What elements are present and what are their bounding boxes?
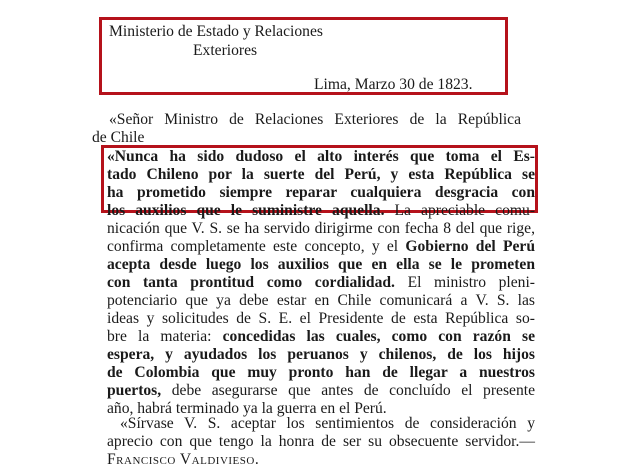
body-line (107, 327, 535, 346)
body-line-regular: bre la materia: (107, 328, 223, 345)
body-line: nicación que V. S. se ha servido dirigirme con fecha 8 del que rige, (107, 220, 535, 237)
body-line: tado Chileno por la suerte del Perú, y esta República se (107, 166, 535, 183)
body-line-bold: puertos, (107, 382, 162, 399)
body-line: acepta desde luego los auxilios que en ella se le prometen (107, 256, 535, 273)
body-line-regular: El ministro pleni- (394, 274, 535, 291)
body-line (107, 201, 535, 220)
ministry-line-1: Ministerio de Estado y Relaciones (109, 23, 323, 40)
body-line (107, 237, 535, 256)
closing-line-2: aprecio con que tengo la honra de ser su obsecuente servidor.— (107, 433, 535, 450)
body-line-bold: los auxilios que le suministre aquella. (107, 202, 385, 219)
body-line: «Nunca ha sido dudoso el alto interés que toma el Es- (107, 148, 535, 165)
body-line-bold: con tanta prontitud como cordialidad. (107, 274, 395, 291)
body-line-regular: debe asegurarse que antes de concluído el presente (161, 382, 535, 399)
salutation-line-2: de Chile (92, 129, 145, 146)
letter-date: Lima, Marzo 30 de 1823. (314, 76, 473, 93)
body-line-regular: La apreciable comu- (384, 202, 535, 219)
body-line (107, 273, 535, 292)
body-line-bold: concedidas las cuales, como con razón se (222, 328, 535, 345)
salutation-line-1: «Señor Ministro de Relaciones Exteriores de la República (109, 111, 521, 128)
body-line-regular: confirma completamente este concepto, y el (107, 238, 406, 255)
body-line: año, habrá terminado ya la guerra en el Perú. (107, 400, 387, 417)
body-line: ha prometido siempre reparar cualquiera desgracia con (107, 184, 535, 201)
body-line-bold: Gobierno del Perú (405, 238, 535, 255)
signature: Francisco Valdivieso. (107, 451, 260, 468)
body-line: potenciario que ya debe estar en Chile comunicará a V. S. las (107, 292, 535, 309)
body-line: ideas y solicitudes de S. E. el Presidente de esta República so- (107, 310, 535, 327)
body-line: espera, y ayudados los peruanos y chilenos, de los hijos (107, 346, 535, 363)
closing-line-1: «Sírvase V. S. aceptar los sentimientos de consideración y (120, 415, 535, 432)
body-line: de Colombia que muy pronto han de llegar a nuestros (107, 364, 535, 381)
ministry-line-2: Exteriores (193, 42, 258, 59)
body-line (107, 381, 535, 400)
